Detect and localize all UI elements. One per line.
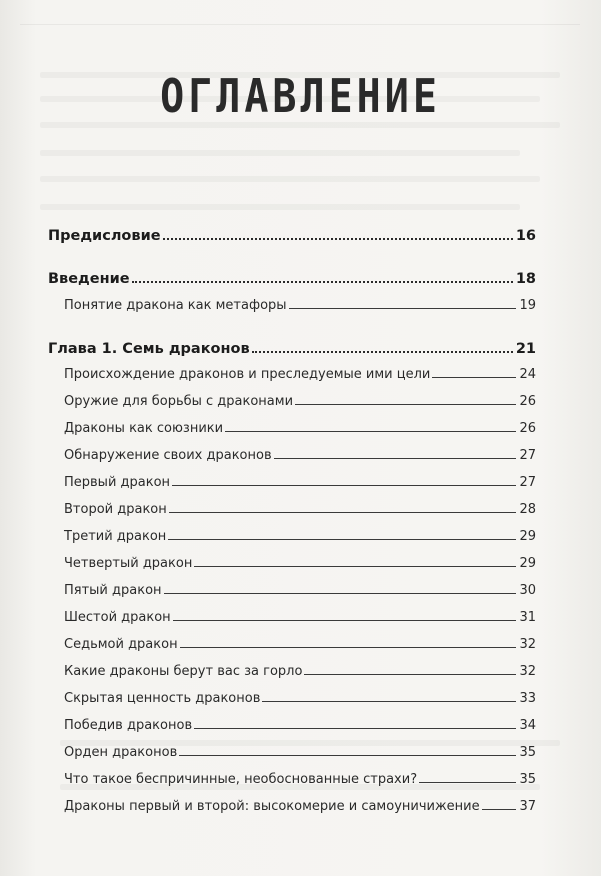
leader-line [194, 565, 516, 567]
toc-entry-page: 27 [519, 475, 536, 490]
toc-entry-label: Оружие для борьбы с драконами [64, 394, 294, 409]
leader-line [482, 808, 517, 810]
toc-entry-page: 34 [519, 718, 536, 733]
dot-leader [163, 237, 513, 240]
toc-entry-third-dragon[interactable] [64, 529, 536, 551]
toc-entry-allies[interactable] [64, 421, 536, 443]
toc-entry-label: Глава 1. Семь драконов [48, 341, 250, 357]
toc-entry-weapons[interactable] [64, 394, 536, 416]
leader-line [179, 754, 516, 756]
toc-entry-fifth-dragon[interactable] [64, 583, 536, 605]
page-title: ОГЛАВЛЕНИЕ [160, 70, 441, 124]
toc-entry-page: 35 [519, 772, 536, 787]
toc-entry-page: 32 [519, 637, 536, 652]
toc-entry-page: 31 [519, 610, 536, 625]
toc-entry-label: Обнаружение своих драконов [64, 448, 272, 463]
toc-entry-discovery[interactable] [64, 448, 536, 470]
toc-entry-defeating[interactable] [64, 718, 536, 740]
toc-entry-page: 18 [515, 271, 536, 287]
dot-leader [252, 350, 513, 353]
toc-entry-page: 21 [515, 341, 536, 357]
leader-line [419, 781, 516, 783]
toc-entry-label: Седьмой дракон [64, 637, 178, 652]
toc-entry-page: 35 [519, 745, 536, 760]
leader-line [274, 457, 517, 459]
toc-entry-label: Второй дракон [64, 502, 167, 517]
toc-entry-origin[interactable] [64, 367, 536, 389]
toc-entry-page: 30 [519, 583, 536, 598]
toc-entry-label: Орден драконов [64, 745, 178, 760]
toc-entry-fourth-dragon[interactable] [64, 556, 536, 578]
toc-entry-label: Что такое беспричинные, необоснованные страхи? [64, 772, 418, 787]
leader-line [173, 619, 517, 621]
toc-entry-fears[interactable] [64, 772, 536, 794]
toc-entry-label: Введение [48, 271, 130, 287]
toc-entry-label: Первый дракон [64, 475, 171, 490]
toc-entry-first-dragon[interactable] [64, 475, 536, 497]
leader-line [289, 307, 517, 309]
toc-entry-introduction[interactable] [48, 271, 536, 293]
toc-entry-label: Шестой дракон [64, 610, 171, 625]
toc-entry-label: Победив драконов [64, 718, 193, 733]
toc-entry-page: 28 [519, 502, 536, 517]
toc-entry-page: 37 [519, 799, 536, 814]
leader-line [169, 511, 517, 513]
toc-entry-label: Предисловие [48, 228, 161, 244]
toc-entry-order[interactable] [64, 745, 536, 767]
toc-entry-page: 26 [519, 421, 536, 436]
toc-entry-label: Понятие дракона как метафоры [64, 298, 287, 313]
toc-entry-page: 27 [519, 448, 536, 463]
toc-entry-page: 16 [515, 228, 536, 244]
toc-entry-which-dragons[interactable] [64, 664, 536, 686]
leader-line [295, 403, 516, 405]
toc-entry-second-dragon[interactable] [64, 502, 536, 524]
toc-entry-arrogance[interactable] [64, 799, 536, 821]
toc-entry-label: Третий дракон [64, 529, 167, 544]
leader-line [194, 727, 516, 729]
toc-entry-seventh-dragon[interactable] [64, 637, 536, 659]
toc-entry-label: Пятый дракон [64, 583, 162, 598]
toc-entry-preface[interactable] [48, 228, 536, 250]
leader-line [172, 484, 516, 486]
toc-entry-label: Драконы первый и второй: высокомерие и самоуничижение [64, 799, 480, 814]
leader-line [432, 376, 516, 378]
toc-entry-page: 29 [519, 529, 536, 544]
toc-entry-page: 26 [519, 394, 536, 409]
dot-leader [132, 280, 513, 283]
leader-line [262, 700, 516, 702]
toc-entry-page: 33 [519, 691, 536, 706]
leader-line [304, 673, 516, 675]
toc-entry-label: Драконы как союзники [64, 421, 224, 436]
toc-entry-page: 29 [519, 556, 536, 571]
toc-entry-dragon-metaphor[interactable] [64, 298, 536, 320]
leader-line [168, 538, 516, 540]
toc-entry-page: 19 [519, 298, 536, 313]
toc-entry-sixth-dragon[interactable] [64, 610, 536, 632]
toc-entry-page: 32 [519, 664, 536, 679]
toc-entry-hidden-value[interactable] [64, 691, 536, 713]
toc-entry-chapter-1[interactable] [48, 341, 536, 363]
toc-entry-label: Скрытая ценность драконов [64, 691, 261, 706]
toc-entry-page: 24 [519, 367, 536, 382]
toc-entry-label: Четвертый дракон [64, 556, 193, 571]
leader-line [180, 646, 517, 648]
leader-line [225, 430, 516, 432]
toc-entry-label: Какие драконы берут вас за горло [64, 664, 303, 679]
leader-line [164, 592, 517, 594]
running-header-rule [20, 14, 580, 25]
toc-entry-label: Происхождение драконов и преследуемые ими цели [64, 367, 431, 382]
